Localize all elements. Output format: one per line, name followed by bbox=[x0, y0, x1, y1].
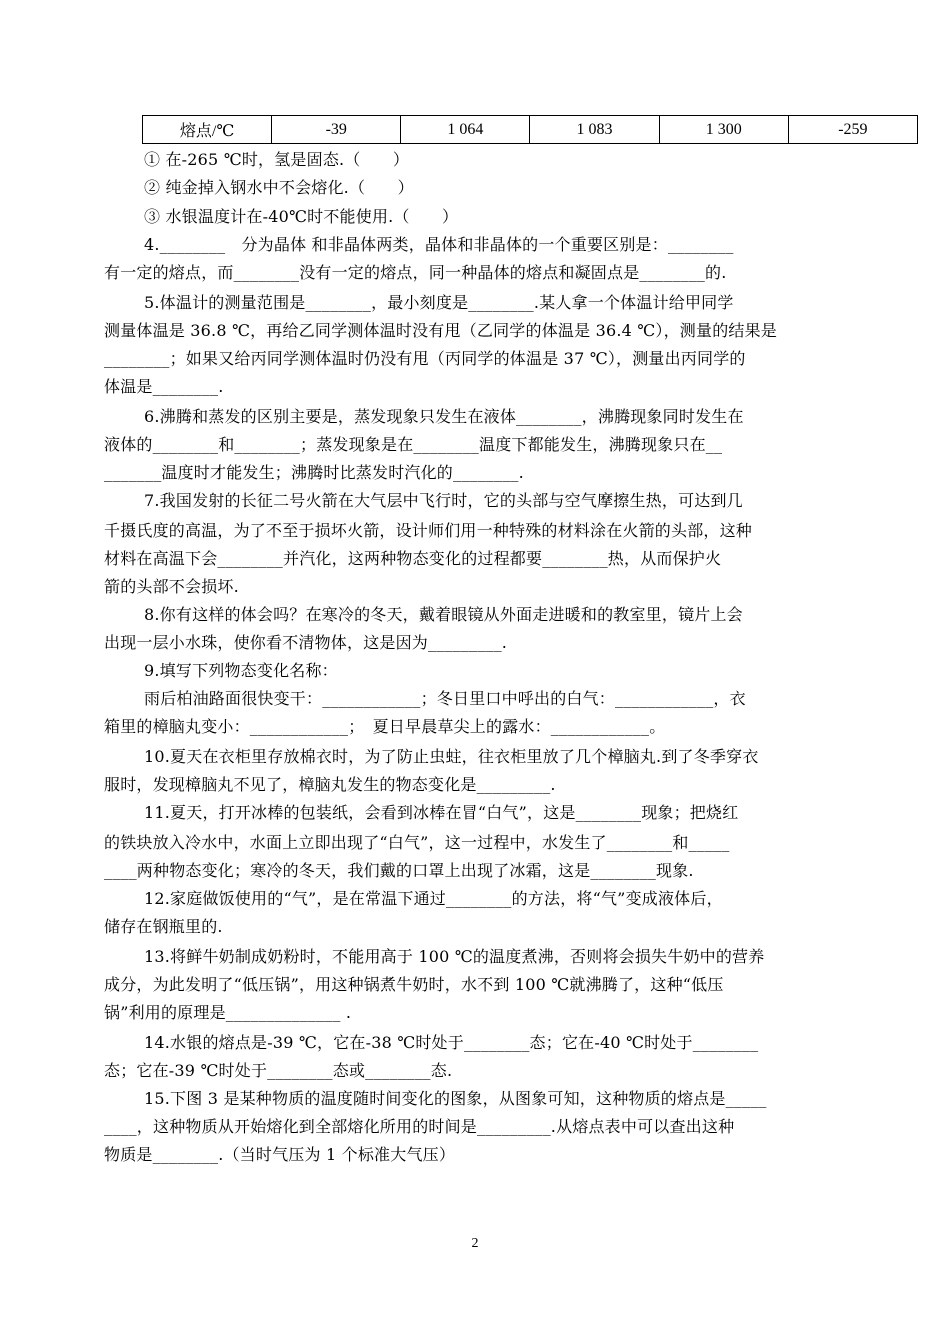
text-line: 材料在高温下会________并汽化，这两种物态变化的过程都要________热，从而保护火 bbox=[104, 549, 722, 568]
text-line: 7.我国发射的长征二号火箭在大气层中飞行时，它的头部与空气摩擦生热，可达到几 bbox=[144, 491, 743, 510]
text-line: ________；如果又给丙同学测体温时仍没有甩（丙同学的体温是 37 ℃），测量出丙同学的 bbox=[104, 349, 746, 368]
page-number: 2 bbox=[471, 1236, 479, 1251]
text-line: ____两种物态变化；寒冷的冬天，我们戴的口罩上出现了冰霜，这是________现象. bbox=[104, 861, 694, 880]
table-cell: 1 083 bbox=[530, 116, 659, 144]
text-line: ③ 水银温度计在-40℃时不能使用.（ ） bbox=[144, 207, 459, 226]
text-line: ② 纯金掉入钢水中不会熔化.（ ） bbox=[144, 178, 414, 197]
table-row bbox=[143, 116, 918, 144]
text-line: 液体的________和________；蒸发现象是在________温度下都能发生，沸腾现象只在__ bbox=[104, 435, 723, 454]
text-line: 6.沸腾和蒸发的区别主要是，蒸发现象只发生在液体________，沸腾现象同时发生在 bbox=[144, 407, 744, 426]
text-line: 15.下图 3 是某种物质的温度随时间变化的图象，从图象可知，这种物质的熔点是_____ bbox=[144, 1089, 767, 1108]
text-line: 雨后柏油路面很快变干：____________；冬日里口中呼出的白气：____________，衣 bbox=[144, 689, 746, 708]
table-cell: 1 300 bbox=[659, 116, 788, 144]
text-line: 体温是________. bbox=[104, 377, 224, 396]
table-cell: 熔点/℃ bbox=[143, 116, 272, 144]
text-line: 14.水银的熔点是-39 ℃，它在-38 ℃时处于________态；它在-40 ℃时处于________ bbox=[144, 1033, 759, 1052]
text-line: 物质是________.（当时气压为 1 个标准大气压） bbox=[104, 1145, 456, 1164]
text-line: 有一定的熔点，而________没有一定的熔点，同一种晶体的熔点和凝固点是________的. bbox=[104, 263, 727, 282]
text-line: 10.夏天在衣柜里存放棉衣时，为了防止虫蛀，往衣柜里放了几个樟脑丸.到了冬季穿衣 bbox=[144, 747, 759, 766]
text-line: 锅”利用的原理是______________ . bbox=[104, 1003, 352, 1022]
text-line: 千摄氏度的高温，为了不至于损坏火箭，设计师们用一种特殊的材料涂在火箭的头部，这种 bbox=[104, 521, 753, 540]
table-cell: 1 064 bbox=[401, 116, 530, 144]
text-line: ____，这种物质从开始熔化到全部熔化所用的时间是_________.从熔点表中可以查出这种 bbox=[104, 1117, 735, 1136]
text-line: 箭的头部不会损坏. bbox=[104, 577, 239, 596]
text-line: 8.你有这样的体会吗？在寒冷的冬天，戴着眼镜从外面走进暖和的教室里，镜片上会 bbox=[144, 605, 743, 624]
table-cell: -259 bbox=[788, 116, 917, 144]
text-line: 9.填写下列物态变化名称： bbox=[144, 661, 338, 680]
text-line: 箱里的樟脑丸变小：____________； 夏日早晨草尖上的露水：____________。 bbox=[104, 717, 666, 736]
text-line: 态；它在-39 ℃时处于________态或________态. bbox=[104, 1061, 453, 1080]
melting-point-table-row bbox=[142, 115, 918, 144]
text-line: 5.体温计的测量范围是________，最小刻度是________.某人拿一个体温计给甲同学 bbox=[144, 293, 734, 312]
text-line: 服时，发现樟脑丸不见了，樟脑丸发生的物态变化是_________. bbox=[104, 775, 556, 794]
table-cell: -39 bbox=[272, 116, 401, 144]
text-line: 12.家庭做饭使用的“气”，是在常温下通过________的方法，将“气”变成液体后， bbox=[144, 889, 723, 908]
text-line: ① 在-265 ℃时，氢是固态.（ ） bbox=[144, 150, 410, 169]
text-line: 储存在钢瓶里的. bbox=[104, 917, 223, 936]
text-line: 的铁块放入冷水中，水面上立即出现了“白气”，这一过程中，水发生了________和_____ bbox=[104, 833, 730, 852]
text-line: 成分，为此发明了“低压锅”，用这种锅煮牛奶时，水不到 100 ℃就沸腾了，这种“低压 bbox=[104, 975, 724, 994]
text-line: _______温度时才能发生；沸腾时比蒸发时汽化的________. bbox=[104, 463, 524, 482]
text-line: 13.将鲜牛奶制成奶粉时，不能用高于 100 ℃的温度煮沸，否则将会损失牛奶中的营养 bbox=[144, 947, 765, 966]
text-line: 测量体温是 36.8 ℃，再给乙同学测体温时没有甩（乙同学的体温是 36.4 ℃），测量的结果是 bbox=[104, 321, 777, 340]
text-line: 4.________ 分为晶体 和非晶体两类，晶体和非晶体的一个重要区别是：________ bbox=[144, 235, 734, 254]
text-line: 出现一层小水珠，使你看不清物体，这是因为_________. bbox=[104, 633, 508, 652]
text-line: 11.夏天，打开冰棒的包装纸，会看到冰棒在冒“白气”，这是________现象；把烧红 bbox=[144, 803, 739, 822]
